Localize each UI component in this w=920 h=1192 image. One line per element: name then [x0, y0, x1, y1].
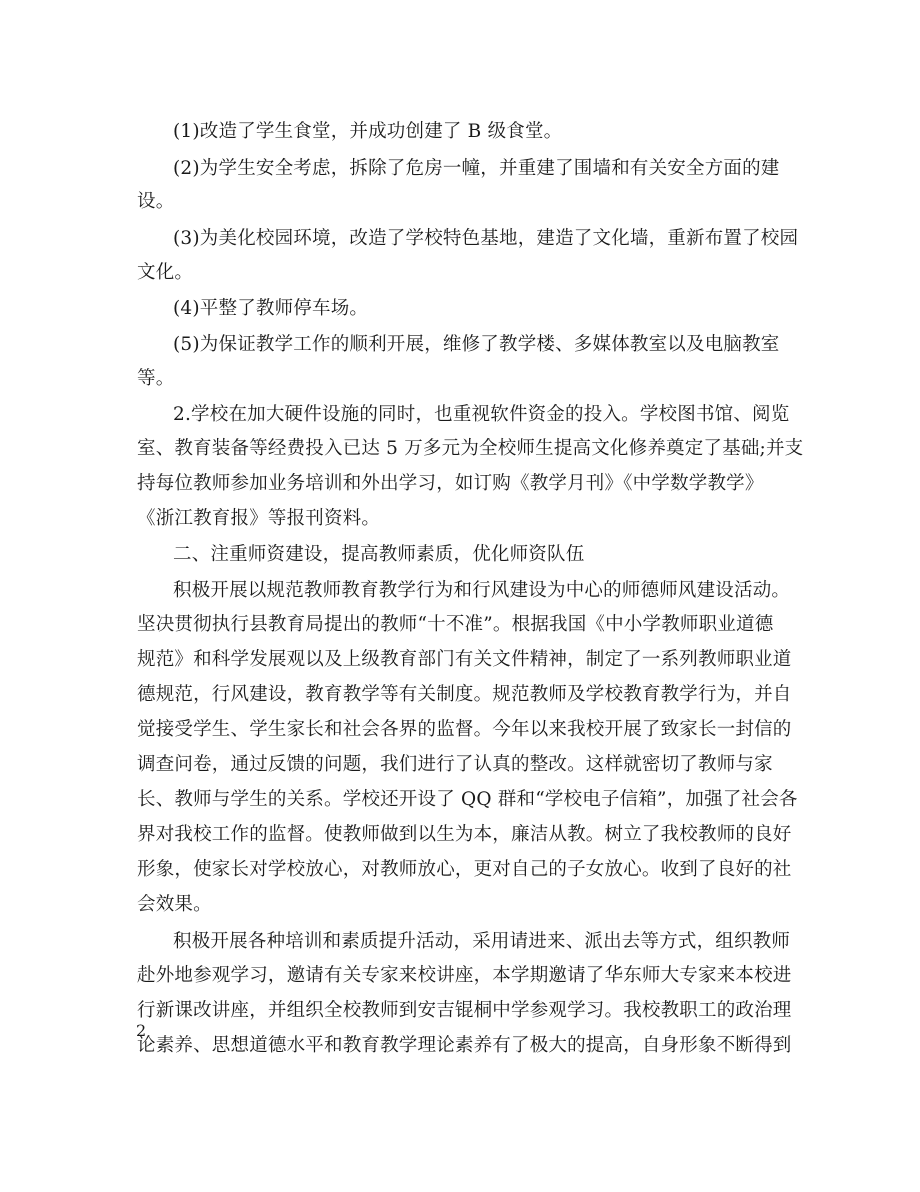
- text-line: 室、教育装备等经费投入已达 5 万多元为全校师生提高文化修养奠定了基础;并支: [137, 438, 804, 459]
- text-line: 德规范，行风建设，教育教学等有关制度。规范教师及学校教育教学行为，并自: [137, 684, 792, 705]
- text-line: 等。: [137, 368, 175, 389]
- text-line: 形象，使家长对学校放心，对教师放心，更对自己的子女放心。收到了良好的社: [137, 859, 792, 880]
- text-line: (4)平整了教师停车场。: [173, 298, 369, 319]
- text-line: 设。: [137, 191, 175, 212]
- section-heading: 二、注重师资建设，提高教师素质，优化师资队伍: [173, 544, 585, 565]
- text-line: 界对我校工作的监督。使教师做到以生为本，廉洁从教。树立了我校教师的良好: [137, 824, 792, 845]
- text-line: 会效果。: [137, 894, 212, 915]
- text-line: 论素养、思想道德水平和教育教学理论素养有了极大的提高，自身形象不断得到: [137, 1035, 792, 1056]
- text-line: 积极开展以规范教师教育教学行为和行风建设为中心的师德师风建设活动。: [173, 580, 791, 601]
- text-line: 规范》和科学发展观以及上级教育部门有关文件精神，制定了一系列教师职业道: [137, 649, 792, 670]
- text-line: (1)改造了学生食堂，并成功创建了 B 级食堂。: [173, 121, 563, 142]
- text-line: 坚决贯彻执行县教育局提出的教师“十不准”。根据我国《中小学教师职业道德: [137, 614, 774, 635]
- text-line: 赴外地参观学习，邀请有关专家来校讲座，本学期邀请了华东师大专家来本校进: [137, 965, 792, 986]
- text-line: 长、教师与学生的关系。学校还开设了 QQ 群和“学校电子信箱”，加强了社会各: [137, 789, 798, 810]
- text-line: (2)为学生安全考虑，拆除了危房一幢，并重建了围墙和有关安全方面的建: [173, 158, 780, 179]
- text-line: 2.学校在加大硬件设施的同时，也重视软件资金的投入。学校图书馆、阅览: [173, 404, 790, 425]
- text-line: 《浙江教育报》等报刊资料。: [137, 508, 381, 529]
- text-line: 行新课改讲座，并组织全校教师到安吉锟桐中学参观学习。我校教职工的政治理: [137, 1000, 792, 1021]
- text-line: 持每位教师参加业务培训和外出学习，如订购《教学月刊》《中学数学教学》: [137, 473, 764, 494]
- text-line: 调查问卷，通过反馈的问题，我们进行了认真的整改。这样就密切了教师与家: [137, 754, 773, 775]
- text-line: (3)为美化校园环境，改造了学校特色基地，建造了文化墙，重新布置了校园: [173, 228, 799, 249]
- text-line: 积极开展各种培训和素质提升活动，采用请进来、派出去等方式，组织教师: [173, 931, 791, 952]
- text-line: 觉接受学生、学生家长和社会各界的监督。今年以来我校开展了致家长一封信的: [137, 719, 792, 740]
- text-line: 文化。: [137, 262, 194, 283]
- page-number: 2: [136, 1021, 147, 1040]
- text-line: (5)为保证教学工作的顺利开展，维修了教学楼、多媒体教室以及电脑教室: [173, 334, 780, 355]
